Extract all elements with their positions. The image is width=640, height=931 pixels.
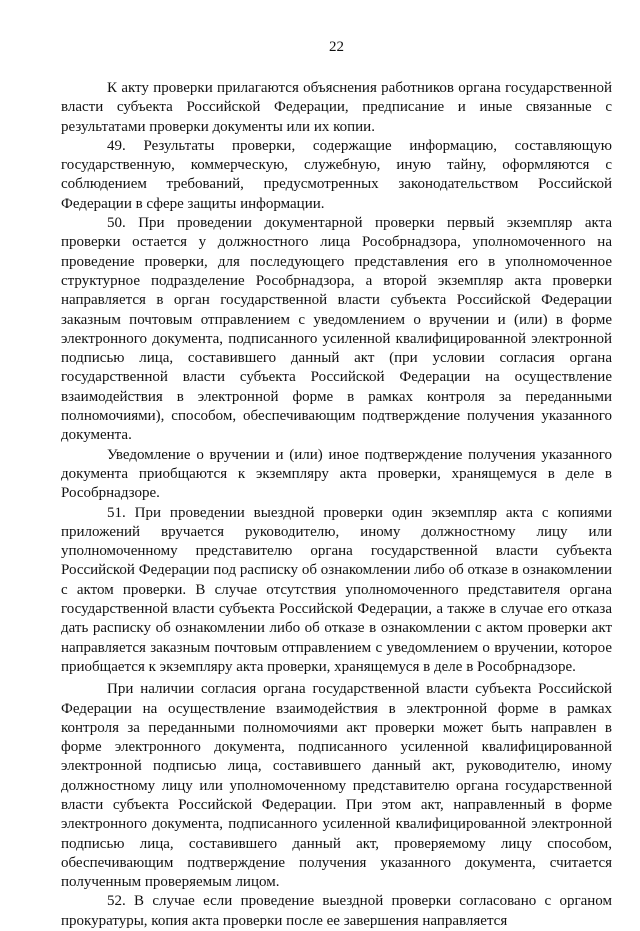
paragraph-electronic-consent: При наличии согласия органа государственной власти субъекта Российской Федерации на осуществление взаимодействия в электронной форме в рамках контроля за переданными полномочиями акт проверки может быть направлен в форме электронного документа, подписанного усиленной квалифицированной электронной подписью лица, составившего данный акт, руководителю, иному должностному лицу или уполномоченному представителю органа государственной власти субъекта Российской Федерации. При этом акт, направленный в форме электронного документа, подписанного усиленной квалифицированной электронной подписью лица, составившего данный акт, проверяемому лицу способом, обеспечивающим подтверждение получения указанного документа, считается полученным проверяемым лицом. xyxy=(61,681,612,891)
paragraph-51: 51. При проведении выездной проверки один экземпляр акта с копиями приложений вручается руководителю, иному должностному лицу или уполномоченному представителю органа государственной власти субъекта Российской Федерации под расписку об ознакомлении либо об отказе в ознакомлении с актом проверки. В случае отсутствия уполномоченного представителя органа государственной власти субъекта Российской Федерации, а также в случае его отказа дать расписку об ознакомлении либо об отказе в ознакомлении с актом проверки акт направляется заказным почтовым отправлением с уведомлением о вручении, которое приобщается к экземпляру акта проверки, хранящемуся в деле в Рособрнадзоре. xyxy=(61,504,612,675)
paragraph-attachments: К акту проверки прилагаются объяснения работников органа государственной власти субъекта Российской Федерации, предписание и иные связанные с результатами проверки документы или их копии. xyxy=(61,80,612,135)
paragraph-50: 50. При проведении документарной проверки первый экземпляр акта проверки остается у должностного лица Рособрнадзора, уполномоченного на проведение проверки, для последующего представления его в уполномоченное структурное подразделение Рособрнадзора, а второй экземпляр акта проверки направляется в орган государственной власти субъекта Российской Федерации заказным почтовым отправлением с уведомлением о вручении и (или) в форме электронного документа, подписанного усиленной квалифицированной электронной подписью лица, составившего данный акт (при условии согласия органа государственной власти субъекта Российской Федерации на осуществление взаимодействия в электронной форме в рамках контроля за переданными полномочиями), способом, обеспечивающим подтверждение получения указанного документа. xyxy=(61,215,612,444)
paragraph-delivery-notice: Уведомление о вручении и (или) иное подтверждение получения указанного документа приобщаются к экземпляру акта проверки, хранящемуся в деле в Рособрнадзоре. xyxy=(61,446,612,502)
paragraph-49: 49. Результаты проверки, содержащие информацию, составляющую государственную, коммерческую, служебную, иную тайну, оформляются с соблюдением требований, предусмотренных законодательством Российской Федерации в сфере защиты информации. xyxy=(61,137,612,212)
paragraph-52: 52. В случае если проведение выездной проверки согласовано с органом прокуратуры, копия акта проверки после ее завершения направляется xyxy=(61,893,612,929)
page-number: 22 xyxy=(329,39,344,55)
